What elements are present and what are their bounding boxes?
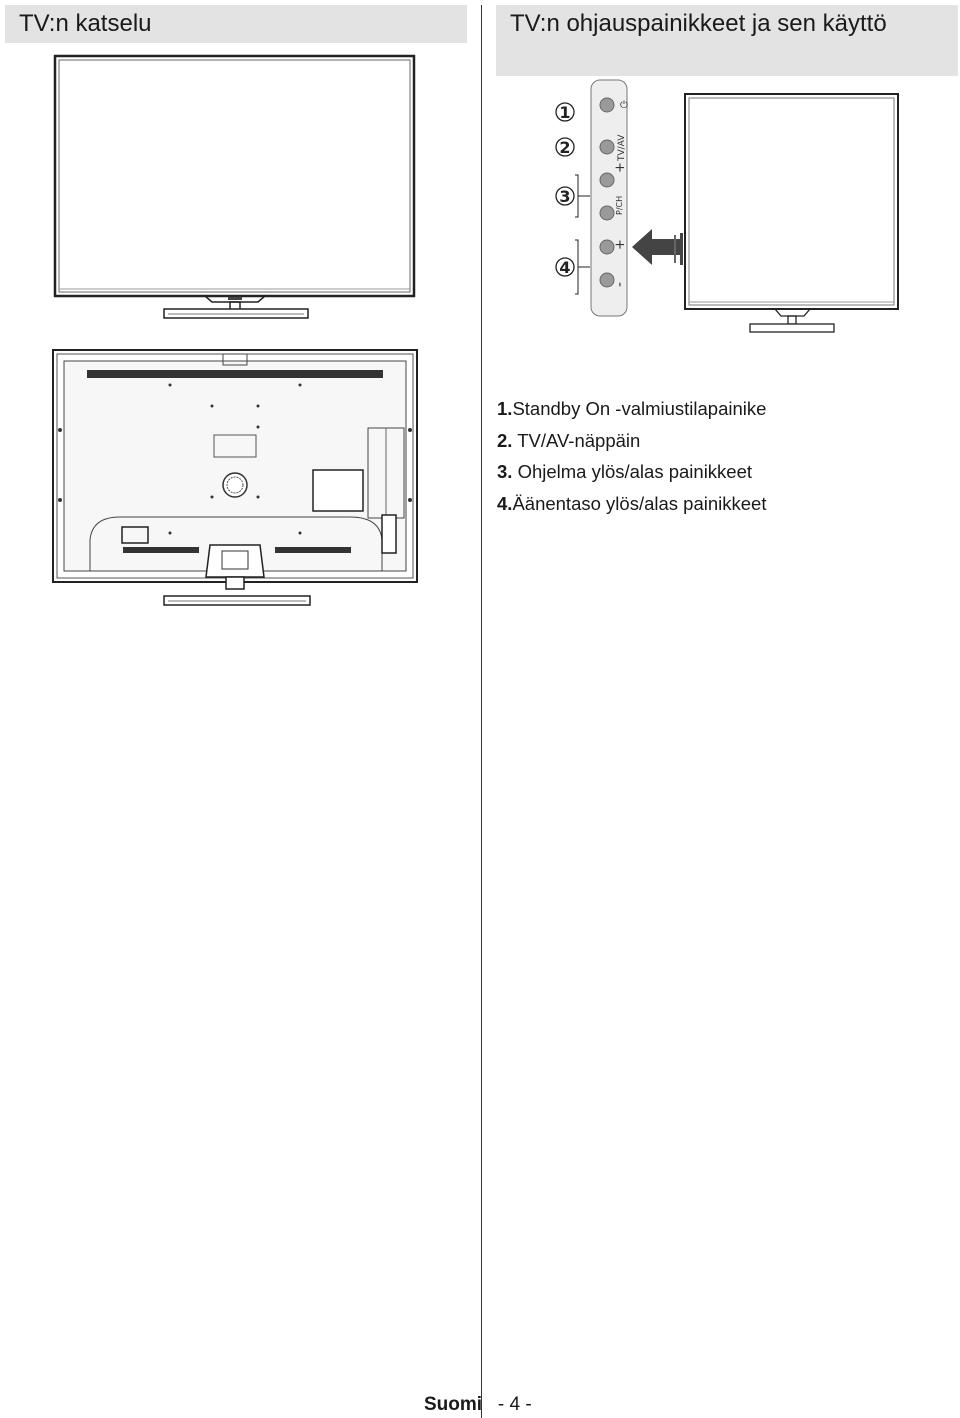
page-number: - 4 -: [497, 1394, 532, 1415]
tv-av-label: TV/AV: [617, 134, 627, 161]
list-item: 1.Standby On -valmiustilapainike: [497, 398, 767, 419]
section-header-left: [5, 5, 467, 43]
tv-back-illustration: [50, 345, 422, 610]
control-list: [497, 393, 766, 519]
section-header-right: [496, 5, 958, 76]
list-item: 4.Äänentaso ylös/alas painikkeet: [497, 492, 767, 514]
tv-side-illustration: [680, 88, 905, 340]
standby-symbol: ⏻: [620, 100, 628, 111]
callout-number-3: 3: [559, 187, 571, 206]
tv-front-illustration: [50, 52, 420, 324]
volume-minus-label: -: [612, 281, 628, 287]
page-footer: [424, 1394, 532, 1416]
list-item: 2. TV/AV-näppäin: [497, 429, 641, 451]
arrow-icon: [632, 229, 680, 265]
pch-plus-label: +: [613, 162, 628, 173]
callout-number-1: 1: [559, 103, 571, 122]
list-item: 3. Ohjelma ylös/alas painikkeet: [497, 461, 753, 482]
callout-number-2: 2: [559, 138, 571, 157]
callout-number-4: 4: [559, 258, 571, 277]
column-divider: [481, 5, 482, 1418]
volume-plus-label: +: [613, 239, 628, 250]
section-title-left: TV:n katselu: [19, 10, 152, 37]
pch-label: P/CH: [615, 195, 624, 215]
section-title-right: TV:n ohjauspainikkeet ja sen käyttö: [510, 10, 887, 37]
control-panel-illustration: [540, 75, 680, 320]
footer-language: Suomi: [424, 1394, 483, 1415]
